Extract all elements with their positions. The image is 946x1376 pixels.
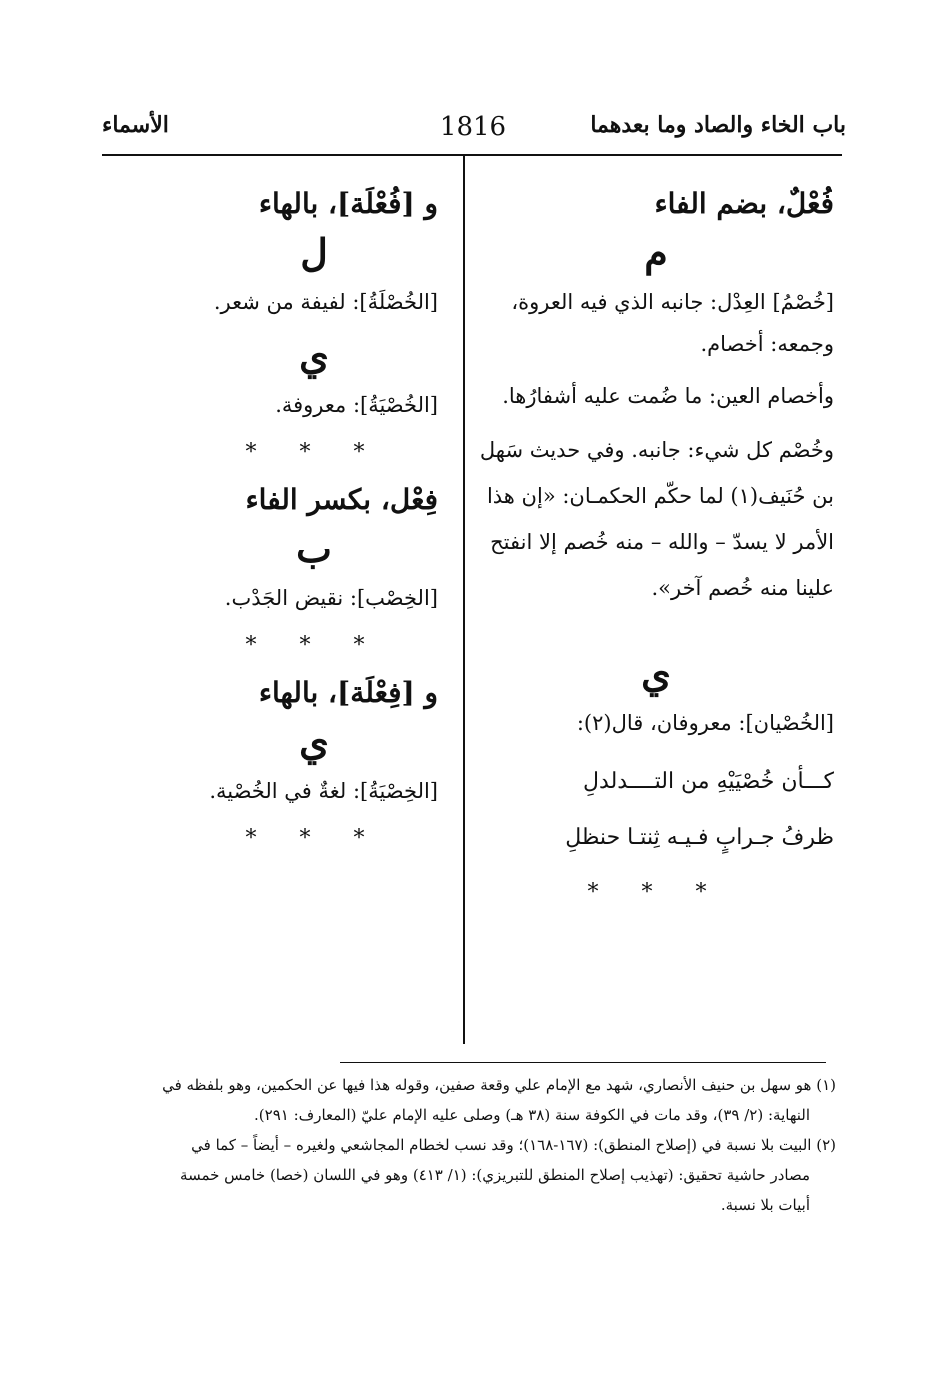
verse-line-1: كـــأن خُصْيَيْهِ من التــــدلدلِ [583,769,834,794]
footnote-2-continued: مصادر حاشية تحقيق: (تهذيب إصلاح المنطق للتبريزي): (١/ ٤١٣) وهو في اللسان (خصا) خامس خمسة [180,1166,810,1184]
letter-heading-ba: ب [296,526,332,571]
section-title-fil: فِعْل، بكسر الفاء [245,483,438,516]
section-separator-2: * * * [245,633,383,658]
verse-line-2: ظرفُ جـرابٍ فـيـه ثِنتـا حنظلِ [565,825,834,850]
left-column [190,175,438,869]
letter-heading-mim: م [644,230,668,275]
running-head-section: الأسماء [102,112,169,138]
letter-heading-lam: ل [300,230,328,275]
footnote-1: (١) هو سهل بن حنيف الأنصاري، شهد مع الإمام علي وقعة صفين، وقوله هذا فيها عن الحكمين، وهو بلفظه في [162,1076,836,1094]
letter-heading-ya-2: ي [299,719,329,764]
footnote-rule [340,1062,826,1063]
page-number: 1816 [439,112,507,142]
column-divider [463,156,465,1044]
entry-khusm-kull-shay: وخُصْم كل شيء: جانبه. وفي حديث سَهل بن حُنَيف(١) لما حكّم الحكمـان: «إن هذا الأمر لا يسدّ – والله – منه خُصم إلا انفتح علينا منه خُصم آخر». [479,438,834,600]
footnotes [100,1070,836,1220]
section-title-fila: و [فِعْلَة]، بالهاء [258,676,438,709]
section-title-fuul: فُعْلٌ، بضم الفاء [654,187,834,220]
header-rule [102,154,842,156]
footnote-2: (٢) البيت بلا نسبة في (إصلاح المنطق): (١٦٧-١٦٨)؛ وقد نسب لخطام المجاشعي ولغيره – أيضاً – كما في [191,1136,836,1154]
entry-khisya: [الخِصْيَةُ]: لغةٌ في الخُصْية. [209,779,438,803]
section-separator-3: * * * [245,826,383,851]
footnote-1-continued: النهاية: (٢/ ٣٩)، وقد مات في الكوفة سنة (٣٨ هـ) وصلى عليه الإمام عليّ (المعارف: ٢٩١). [254,1106,810,1124]
section-separator: * * * [587,880,725,905]
entry-khusm: [خُصْمُ] العِدْل: جانبه الذي فيه العروة، وجمعه: أخصام. [511,290,834,356]
section-separator-1: * * * [245,440,383,465]
entry-akhsam: وأخصام العين: ما ضُمت عليه أشفارُها. [502,384,834,408]
letter-heading-ya: ي [641,651,671,696]
section-title-fula: و [فُعْلَة]، بالهاء [258,187,438,220]
entry-khusya: [الخُصْيَةُ]: معروفة. [275,393,438,417]
right-column [478,175,834,923]
entry-khisb: [الخِصْب]: نقيض الجَدْب. [224,586,438,610]
entry-khusyan: [الخُصْيان]: معروفان، قال(٢): [576,711,834,735]
running-head-chapter: باب الخاء والصاد وما بعدهما [590,112,846,138]
footnote-2-end: أبيات بلا نسبة. [720,1196,810,1214]
letter-heading-ya-1: ي [299,333,329,378]
entry-khusla: [الخُصْلَةُ]: لفيفة من شعر. [213,290,438,314]
